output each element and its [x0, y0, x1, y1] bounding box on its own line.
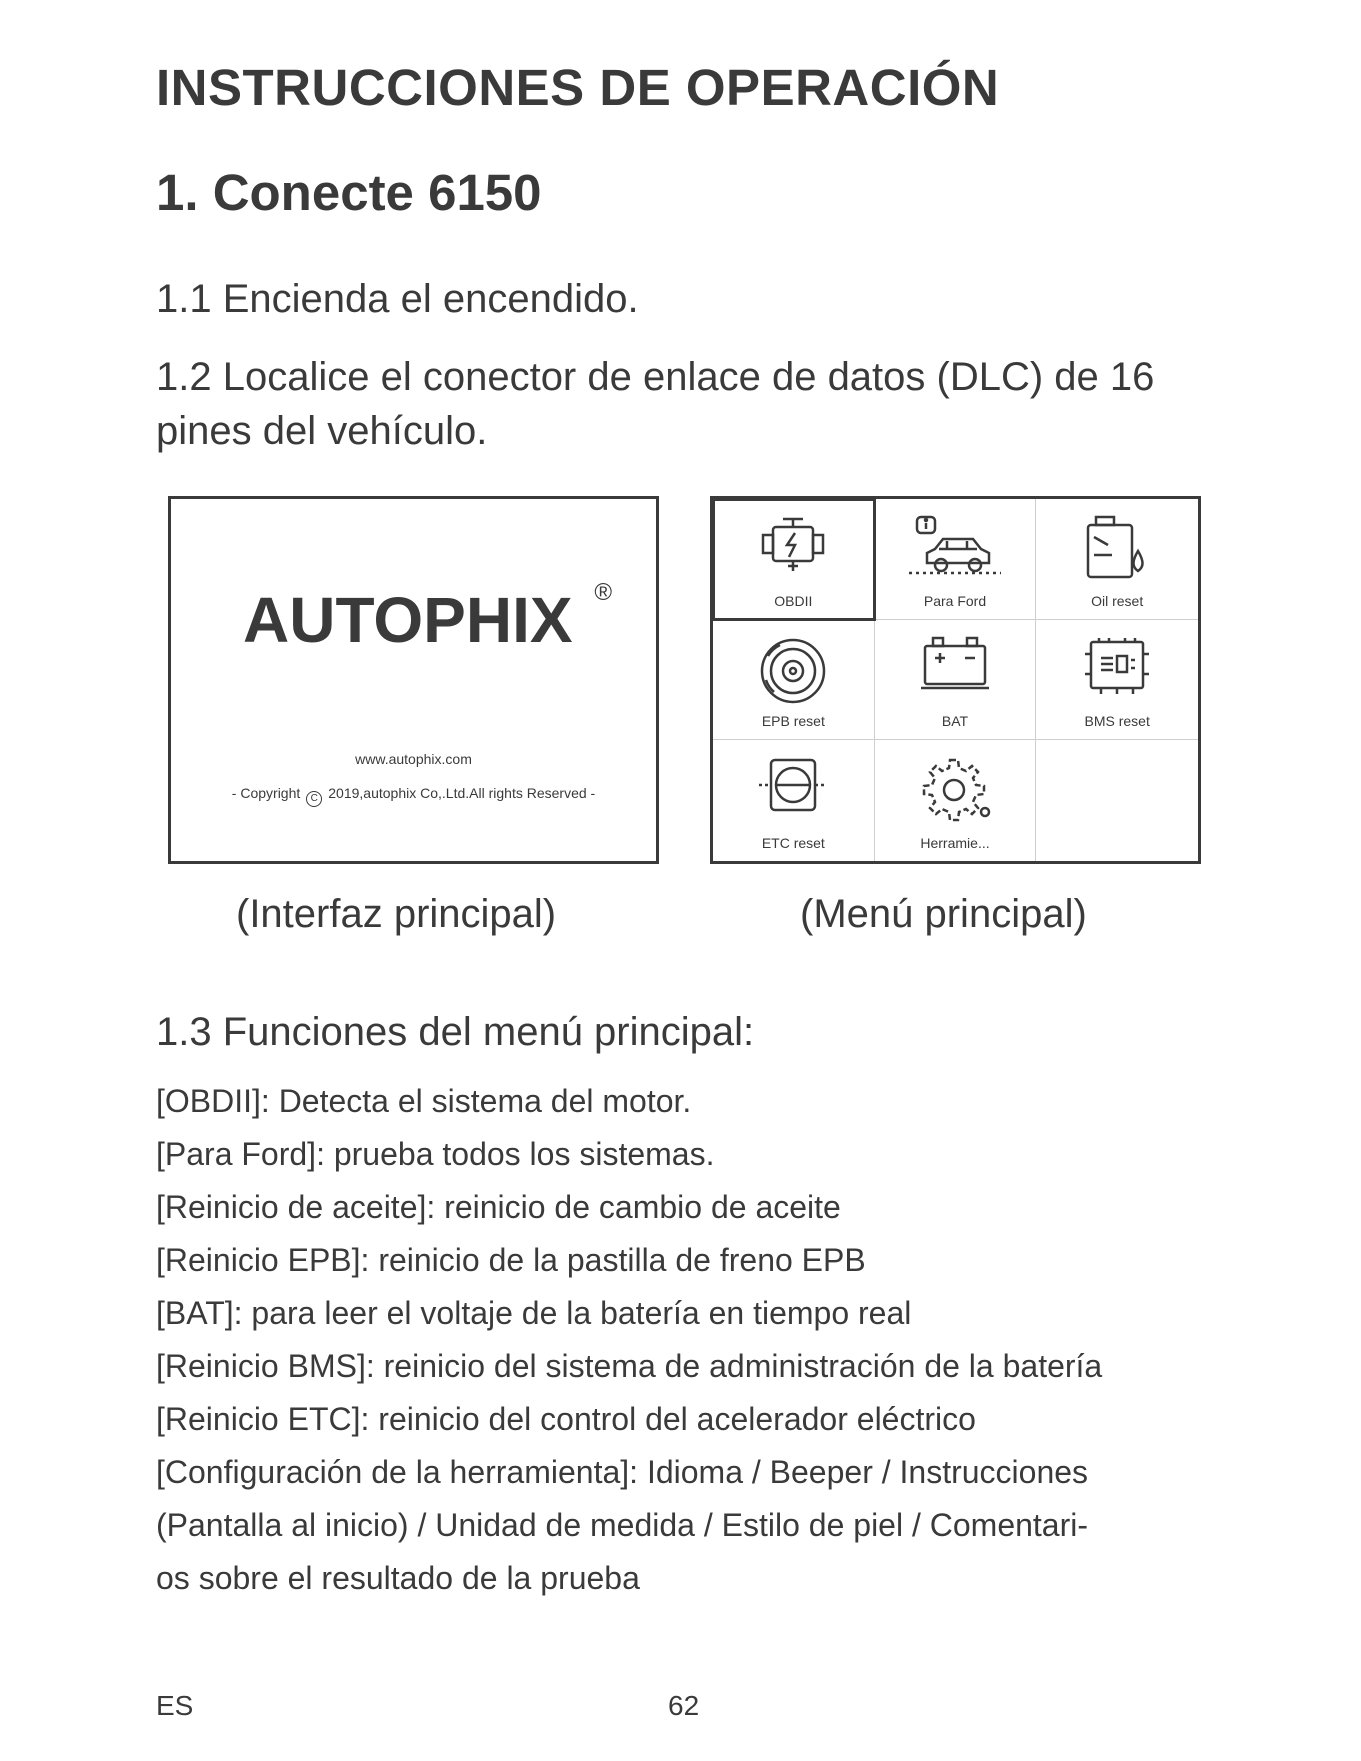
brake-disc-icon [758, 636, 828, 706]
menu-item-label: EPB reset [761, 713, 825, 730]
menu-item-label: Oil reset [1091, 592, 1144, 609]
page-title: INSTRUCCIONES DE OPERACIÓN [156, 59, 1000, 116]
menu-item-label: Para Ford [923, 592, 987, 609]
copyright-text: 2019,autophix Co,.Ltd.All rights Reserved - [328, 785, 596, 801]
menu-item-empty [1036, 740, 1198, 861]
page-number: 62 [668, 1690, 700, 1721]
copyright-prefix: - Copyright [231, 785, 301, 801]
step-1-2: 1.2 Localice el conector de enlace de datos (DLC) de 16 pines del vehículo. [156, 355, 1155, 453]
list-item: [Configuración de la herramienta]: Idioma / Beeper / Instrucciones [156, 1454, 1089, 1490]
menu-grid [713, 499, 1198, 861]
menu-item-label: OBDII [774, 592, 813, 609]
list-item: [Reinicio ETC]: reinicio del control del acelerador eléctrico [156, 1401, 976, 1437]
section-heading: 1. Conecte 6150 [156, 164, 542, 221]
throttle-icon [757, 756, 829, 818]
menu-item-label: Herramie... [920, 834, 990, 851]
step-1-1: 1.1 Encienda el encendido. [156, 277, 639, 321]
splash-screen-panel [168, 496, 659, 864]
list-item: [BAT]: para leer el voltaje de la batería en tiempo real [156, 1295, 912, 1331]
logo-text: AUTOPHIX [243, 584, 573, 656]
copyright-line [171, 785, 656, 807]
menu-item-oil-reset[interactable] [1036, 499, 1198, 620]
functions-heading: 1.3 Funciones del menú principal: [156, 1010, 755, 1054]
menu-item-label: BAT [941, 713, 969, 730]
engine-icon [757, 515, 829, 577]
gear-settings-icon [917, 756, 993, 822]
list-item: [Reinicio EPB]: reinicio de la pastilla de freno EPB [156, 1242, 866, 1278]
menu-item-bat[interactable] [875, 620, 1037, 741]
list-item: [OBDII]: Detecta el sistema del motor. [156, 1083, 692, 1119]
functions-list [156, 1075, 1226, 1605]
menu-item-label: BMS reset [1084, 713, 1150, 730]
menu-item-label: ETC reset [761, 834, 825, 851]
caption-main-menu: (Menú principal) [800, 892, 1087, 936]
oil-can-icon [1082, 515, 1152, 581]
main-menu-panel [710, 496, 1201, 864]
caption-main-interface: (Interfaz principal) [236, 892, 557, 936]
list-item: [Para Ford]: prueba todos los sistemas. [156, 1136, 715, 1172]
battery-icon [919, 636, 991, 692]
list-item: [Reinicio de aceite]: reinicio de cambio de aceite [156, 1189, 841, 1225]
website-url: www.autophix.com [355, 751, 472, 767]
list-item: os sobre el resultado de la prueba [156, 1560, 640, 1596]
menu-item-obdii[interactable] [713, 499, 875, 620]
menu-item-etc-reset[interactable] [713, 740, 875, 861]
menu-item-herramientas[interactable] [875, 740, 1037, 861]
list-item: [Reinicio BMS]: reinicio del sistema de administración de la batería [156, 1348, 1103, 1384]
bms-icon [1081, 636, 1153, 696]
autophix-logo [243, 579, 612, 663]
registered-mark: ® [594, 579, 612, 606]
footer-language: ES [156, 1690, 194, 1721]
menu-item-para-ford[interactable] [875, 499, 1037, 620]
list-item: (Pantalla al inicio) / Unidad de medida / Estilo de piel / Comentari- [156, 1507, 1089, 1543]
copyright-symbol-icon: C [306, 791, 322, 807]
car-info-icon [907, 515, 1003, 581]
menu-item-epb-reset[interactable] [713, 620, 875, 741]
menu-item-bms-reset[interactable] [1036, 620, 1198, 741]
